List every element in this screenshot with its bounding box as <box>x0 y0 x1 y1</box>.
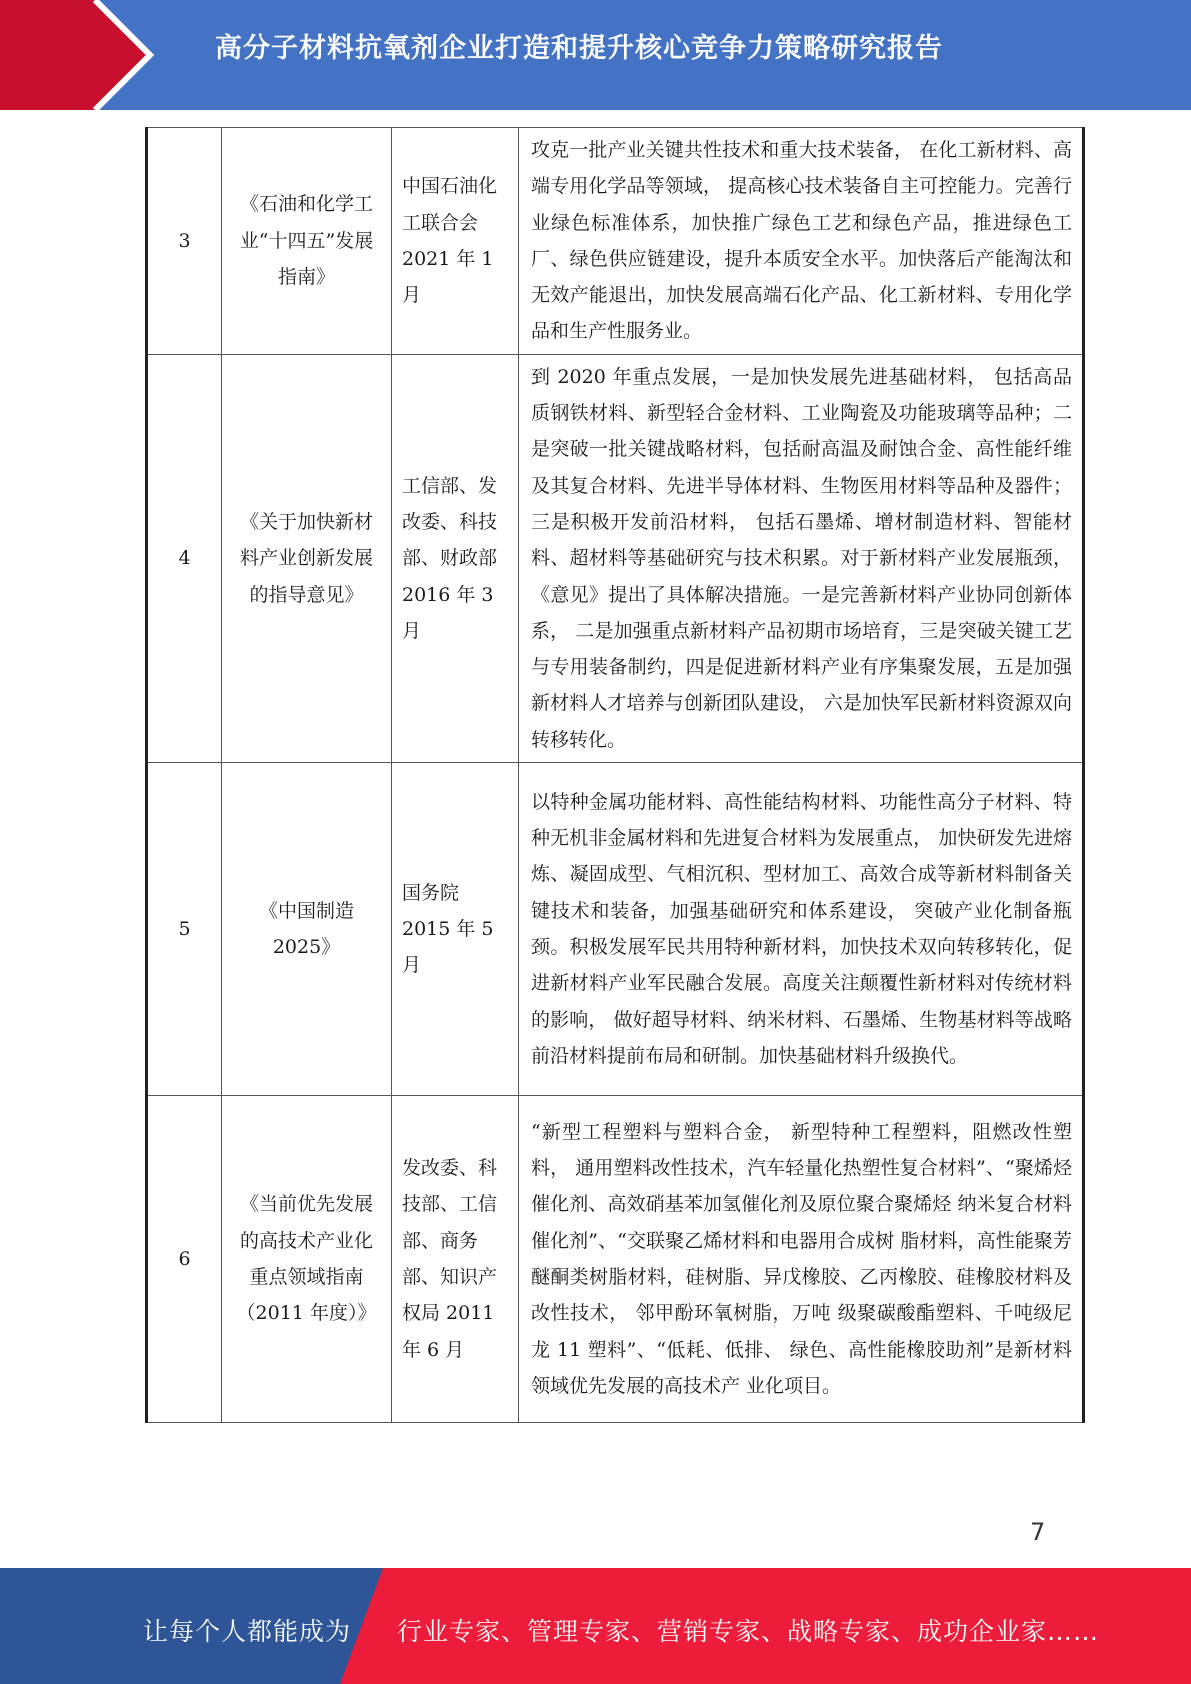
policy-table <box>145 127 1085 1423</box>
policy-name: 《关于加快新材料产业创新发展的指导意见》 <box>222 354 392 762</box>
header-banner <box>0 0 1191 110</box>
report-title: 高分子材料抗氧剂企业打造和提升核心竞争力策略研究报告 <box>215 33 943 64</box>
issuing-org: 发改委、科技部、工信部、商务部、知识产权局 2011 年 6 月 <box>392 1096 519 1423</box>
row-number: 4 <box>147 354 222 762</box>
issuing-org: 中国石油化工联合会 2021 年 1 月 <box>392 128 519 355</box>
issuing-org: 国务院 2015 年 5 月 <box>392 763 519 1096</box>
row-number: 6 <box>147 1096 222 1423</box>
policy-name: 《当前优先发展的高技术产业化重点领域指南（2011 年度）》 <box>222 1096 392 1423</box>
header-red-chevron <box>0 0 150 110</box>
policy-description: “新型工程塑料与塑料合金， 新型特种工程塑料，阻燃改性塑料， 通用塑料改性技术，汽车轻量化热塑性复合材料”、“聚烯烃催化剂、高效硝基苯加氢催化剂及原位聚合聚烯烃 纳米复合材料催化剂”、“交联聚乙烯材料和电器用合成树 脂材料，高性能聚芳醚酮类树脂材料，硅树脂、异戊橡胶、乙丙橡胶、硅橡胶材料及改性技术， 邻甲酚环氧树脂，万吨 级聚碳酸酯塑料、千吨级尼龙 11 塑料”、“低耗、低排、 绿色、高性能橡胶助剂”是新材料领域优先发展的高技术产 业化项目。 <box>519 1096 1084 1423</box>
policy-name: 《中国制造 2025》 <box>222 763 392 1096</box>
header-chevron-decoration <box>0 0 160 110</box>
page-number: 7 <box>1030 1518 1046 1546</box>
row-number: 3 <box>147 128 222 355</box>
issuing-org: 工信部、发改委、科技部、财政部 2016 年 3 月 <box>392 354 519 762</box>
row-number: 5 <box>147 763 222 1096</box>
table-row <box>147 1096 1084 1423</box>
policy-name: 《石油和化学工业“十四五”发展指南》 <box>222 128 392 355</box>
policy-description: 以特种金属功能材料、高性能结构材料、功能性高分子材料、特种无机非金属材料和先进复合材料为发展重点， 加快研发先进熔炼、凝固成型、气相沉积、型材加工、高效合成等新材料制备关键技术和装备，加强基础研究和体系建设， 突破产业化制备瓶颈。积极发展军民共用特种新材料，加快技术双向转移转化，促进新材料产业军民融合发展。高度关注颠覆性新材料对传统材料的影响， 做好超导材料、纳米材料、石墨烯、生物基材料等战略前沿材料提前布局和研制。加快基础材料升级换代。 <box>519 763 1084 1096</box>
policy-description: 攻克一批产业关键共性技术和重大技术装备， 在化工新材料、高端专用化学品等领域， 提高核心技术装备自主可控能力。完善行业绿色标准体系，加快推广绿色工艺和绿色产品，推进绿色工厂、绿色供应链建设，提升本质安全水平。加快落后产能淘汰和无效产能退出，加快发展高端石化产品、化工新材料、专用化学品和生产性服务业。 <box>519 128 1084 355</box>
footer-slogan-right: 行业专家、管理专家、营销专家、战略专家、成功企业家…… <box>397 1617 1100 1646</box>
footer-banner <box>0 1568 1191 1684</box>
table-row <box>147 128 1084 355</box>
table-row <box>147 354 1084 762</box>
table-row <box>147 763 1084 1096</box>
policy-description: 到 2020 年重点发展，一是加快发展先进基础材料， 包括高品质钢铁材料、新型轻合金材料、工业陶瓷及功能玻璃等品种；二是突破一批关键战略材料，包括耐高温及耐蚀合金、高性能纤维及其复合材料、先进半导体材料、生物医用材料等品种及器件； 三是积极开发前沿材料， 包括石墨烯、增材制造材料、智能材料、超材料等基础研究与技术积累。对于新材料产业发展瓶颈，《意见》提出了具体解决措施。一是完善新材料产业协同创新体系， 二是加强重点新材料产品初期市场培育，三是突破关键工艺与专用装备制约，四是促进新材料产业有序集聚发展，五是加强新材料人才培养与创新团队建设， 六是加快军民新材料资源双向转移转化。 <box>519 354 1084 762</box>
footer-slogan-left: 让每个人都能成为 <box>143 1617 352 1646</box>
